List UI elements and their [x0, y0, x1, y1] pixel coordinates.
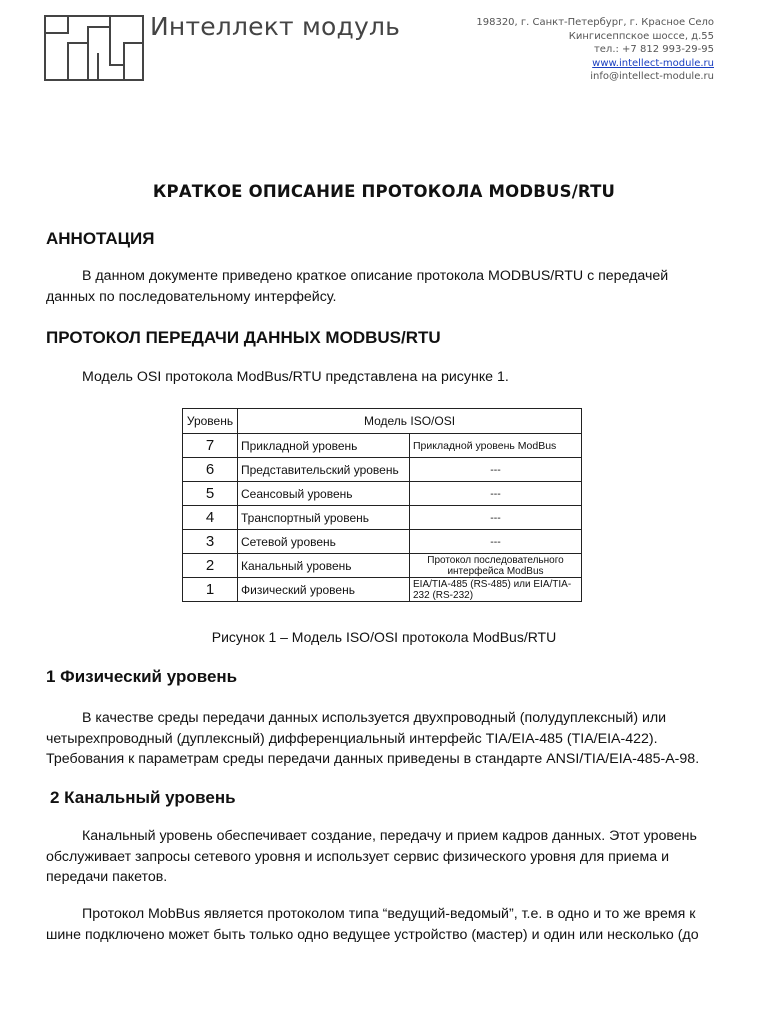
level-number: 6 — [183, 458, 238, 482]
level-protocol: --- — [410, 458, 582, 482]
level-protocol: EIA/TIA-485 (RS-485) или EIA/TIA-232 (RS-232) — [410, 578, 582, 602]
osi-model-table — [182, 408, 582, 602]
annotation-text: В данном документе приведено краткое описание протокола MODBUS/RTU с передачей данных по последовательному интерфейсу. — [46, 268, 669, 305]
figure-caption: Рисунок 1 – Модель ISO/OSI протокола ModBus/RTU — [211, 629, 557, 645]
email-address[interactable]: info@intellect-module.ru — [590, 71, 714, 82]
address-line-1: 198320, г. Санкт-Петербург, г. Красное Село — [476, 17, 714, 28]
level-name: Канальный уровень — [238, 554, 410, 578]
level-name: Сеансовый уровень — [238, 482, 410, 506]
section1-text: В качестве среды передачи данных используется двухпроводный (полудуплексный) или четырехпроводный (дуплексный) дифференциальный интерфейс TIA/EIA-485 (TIA/EIA-422). Требования к параметрам среды передачи данных приведены в стандарте ANSI/TIA/EIA-485-A-98. — [46, 710, 700, 767]
header-model: Модель ISO/OSI — [238, 409, 582, 434]
level-number: 5 — [183, 482, 238, 506]
level-protocol: --- — [410, 482, 582, 506]
table-row — [183, 458, 582, 482]
address-line-2: Кингисеппское шоссе, д.55 — [568, 30, 714, 42]
table-row — [183, 530, 582, 554]
table-row — [183, 482, 582, 506]
level-protocol: Протокол последовательного интерфейса ModBus — [410, 554, 582, 578]
level-number: 3 — [183, 530, 238, 554]
section1-heading: 1 Физический уровень — [46, 667, 238, 686]
protocol-intro-paragraph — [46, 367, 716, 388]
section2-heading: 2 Канальный уровень — [50, 788, 236, 807]
table-header-row — [183, 409, 582, 434]
section2-text-1: Канальный уровень обеспечивает создание, передачу и прием кадров данных. Этот уровень обслуживает запросы сетевого уровня и использует сервис физического уровня для приема и передачи пакетов. — [46, 828, 697, 885]
section2-text-2: Протокол MobBus является протоколом типа “ведущий-ведомый”, т.е. в одно и то же время к шине подключено может быть только одно ведущее устройство (мастер) и один или несколько (до — [46, 906, 699, 943]
level-name: Представительский уровень — [238, 458, 410, 482]
level-name: Сетевой уровень — [238, 530, 410, 554]
level-protocol: Прикладной уровень ModBus — [410, 434, 582, 458]
level-protocol: --- — [410, 530, 582, 554]
header-level: Уровень — [183, 409, 238, 434]
section2-paragraph-1 — [46, 826, 716, 888]
table-row — [183, 434, 582, 458]
protocol-intro-text: Модель OSI протокола ModBus/RTU представлена на рисунке 1. — [82, 369, 509, 385]
annotation-paragraph — [46, 266, 716, 307]
level-protocol: --- — [410, 506, 582, 530]
level-name: Физический уровень — [238, 578, 410, 602]
protocol-heading: ПРОТОКОЛ ПЕРЕДАЧИ ДАННЫХ MODBUS/RTU — [46, 328, 441, 347]
phone-number: тел.: +7 812 993-29-95 — [593, 44, 714, 55]
table-row — [183, 578, 582, 602]
company-logo-icon — [44, 15, 144, 81]
level-name: Транспортный уровень — [238, 506, 410, 530]
level-name: Прикладной уровень — [238, 434, 410, 458]
document-title: КРАТКОЕ ОПИСАНИЕ ПРОТОКОЛА MODBUS/RTU — [152, 182, 616, 201]
level-number: 2 — [183, 554, 238, 578]
annotation-heading: АННОТАЦИЯ — [46, 229, 155, 248]
contact-block — [476, 16, 714, 84]
table-row — [183, 506, 582, 530]
website-link[interactable]: www.intellect-module.ru — [592, 57, 714, 69]
level-number: 4 — [183, 506, 238, 530]
level-number: 7 — [183, 434, 238, 458]
table-row — [183, 554, 582, 578]
section2-paragraph-2 — [46, 904, 716, 945]
brand-name: Интеллект модуль — [150, 12, 401, 41]
level-number: 1 — [183, 578, 238, 602]
section1-paragraph — [46, 708, 716, 770]
